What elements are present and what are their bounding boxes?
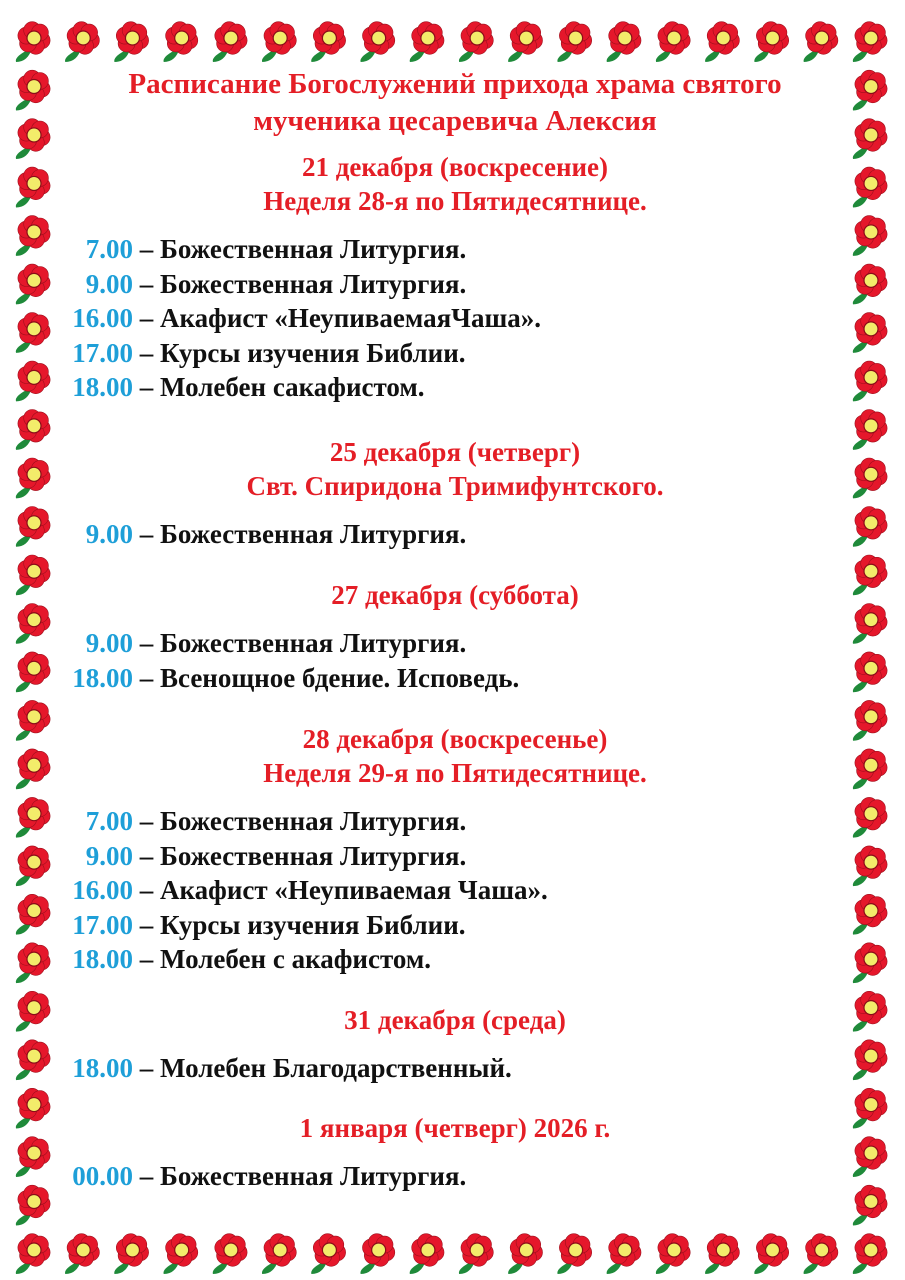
red-flower-icon xyxy=(508,22,542,62)
service-item xyxy=(60,517,850,552)
day-heading xyxy=(60,1111,850,1145)
red-flower-icon xyxy=(853,458,887,498)
red-flower-icon xyxy=(16,264,50,304)
service-item xyxy=(60,839,850,874)
red-flower-icon xyxy=(557,22,591,62)
red-flower-icon xyxy=(853,1234,887,1274)
red-flower-icon xyxy=(16,167,50,207)
schedule-day-section xyxy=(60,150,850,405)
red-flower-icon xyxy=(853,216,887,256)
red-flower-icon xyxy=(853,749,887,789)
red-flower-icon xyxy=(16,700,50,740)
day-heading xyxy=(60,150,850,218)
red-flower-icon xyxy=(16,991,50,1031)
red-flower-icon xyxy=(853,991,887,1031)
service-time: 17.00 xyxy=(72,909,133,940)
red-flower-icon xyxy=(16,70,50,110)
service-item xyxy=(60,1051,850,1086)
red-flower-icon xyxy=(16,1040,50,1080)
service-item xyxy=(60,267,850,302)
red-flower-icon xyxy=(114,1234,148,1274)
day-feast: Неделя 28-я по Пятидесятнице. xyxy=(263,186,647,216)
red-flower-icon xyxy=(853,943,887,983)
service-name: – Молебен Благодарственный. xyxy=(133,1052,512,1083)
service-item xyxy=(60,908,850,943)
red-flower-icon xyxy=(459,1234,493,1274)
red-flower-icon xyxy=(16,1137,50,1177)
red-flower-icon xyxy=(164,1234,198,1274)
red-flower-icon xyxy=(213,22,247,62)
day-heading xyxy=(60,1003,850,1037)
schedule-sections xyxy=(60,150,850,1194)
red-flower-icon xyxy=(262,1234,296,1274)
schedule-day-section xyxy=(60,435,850,552)
service-item xyxy=(60,661,850,696)
page-title-line-2: мученика цесаревича Алексия xyxy=(253,105,657,137)
service-name: – Всенощное бдение. Исповедь. xyxy=(133,662,520,693)
service-item xyxy=(60,336,850,371)
red-flower-icon xyxy=(16,749,50,789)
service-time: 16.00 xyxy=(72,875,133,905)
red-flower-icon xyxy=(164,22,198,62)
service-time: 9.00 xyxy=(85,840,133,871)
red-flower-icon xyxy=(853,70,887,110)
red-flower-icon xyxy=(853,119,887,159)
day-feast: Неделя 29-я по Пятидесятнице. xyxy=(263,758,647,788)
red-flower-icon xyxy=(16,410,50,450)
schedule-sheet xyxy=(60,66,850,1194)
red-flower-icon xyxy=(853,313,887,353)
red-flower-icon xyxy=(16,943,50,983)
red-flower-icon xyxy=(804,22,838,62)
red-flower-icon xyxy=(853,1137,887,1177)
service-item xyxy=(60,301,850,336)
red-flower-icon xyxy=(311,1234,345,1274)
red-flower-icon xyxy=(360,22,394,62)
service-list xyxy=(60,1051,850,1086)
service-time: 18.00 xyxy=(72,662,133,693)
page-title-line-1: Расписание Богослужений прихода храма святого xyxy=(128,68,782,100)
day-heading xyxy=(60,722,850,790)
red-flower-icon xyxy=(705,1234,739,1274)
red-flower-icon xyxy=(459,22,493,62)
service-name: – Божественная Литургия. xyxy=(133,1161,467,1191)
red-flower-icon xyxy=(16,604,50,644)
service-name: – Курсы изучения Библии. xyxy=(133,909,466,940)
service-item xyxy=(60,626,850,661)
service-item xyxy=(60,232,850,267)
red-flower-icon xyxy=(410,1234,444,1274)
red-flower-icon xyxy=(656,22,690,62)
day-heading xyxy=(60,435,850,503)
red-flower-icon xyxy=(16,1234,50,1274)
red-flower-icon xyxy=(16,797,50,837)
red-flower-icon xyxy=(557,1234,591,1274)
service-name: – Божественная Литургия. xyxy=(133,806,467,836)
red-flower-icon xyxy=(754,22,788,62)
red-flower-icon xyxy=(16,361,50,401)
page-title xyxy=(60,66,850,140)
red-flower-icon xyxy=(853,361,887,401)
red-flower-icon xyxy=(114,22,148,62)
day-feast: Свт. Спиридона Тримифунтского. xyxy=(246,470,664,501)
red-flower-icon xyxy=(16,119,50,159)
red-flower-icon xyxy=(16,1088,50,1128)
red-flower-icon xyxy=(508,1234,542,1274)
red-flower-icon xyxy=(853,894,887,934)
red-flower-icon xyxy=(16,1185,50,1225)
service-item xyxy=(60,370,850,405)
red-flower-icon xyxy=(853,410,887,450)
red-flower-icon xyxy=(607,22,641,62)
red-flower-icon xyxy=(262,22,296,62)
red-flower-icon xyxy=(410,22,444,62)
service-time: 9.00 xyxy=(85,518,133,549)
red-flower-icon xyxy=(853,846,887,886)
service-name: – Молебен с акафистом. xyxy=(133,944,431,974)
red-flower-icon xyxy=(853,507,887,547)
red-flower-icon xyxy=(16,507,50,547)
service-time: 7.00 xyxy=(85,234,133,264)
service-time: 18.00 xyxy=(72,944,133,974)
schedule-day-section xyxy=(60,722,850,977)
service-time: 18.00 xyxy=(72,372,133,402)
red-flower-icon xyxy=(360,1234,394,1274)
service-item xyxy=(60,804,850,839)
red-flower-icon xyxy=(754,1234,788,1274)
red-flower-icon xyxy=(705,22,739,62)
red-flower-icon xyxy=(804,1234,838,1274)
red-flower-icon xyxy=(16,458,50,498)
service-list xyxy=(60,1159,850,1194)
day-date: 21 декабря (воскресение) xyxy=(301,152,609,182)
red-flower-icon xyxy=(853,797,887,837)
red-flower-icon xyxy=(853,1185,887,1225)
service-time: 9.00 xyxy=(85,628,133,658)
service-name: – Акафист «НеупиваемаяЧаша». xyxy=(133,303,542,333)
day-date: 1 января (четверг) 2026 г. xyxy=(299,1113,611,1143)
red-flower-icon xyxy=(853,652,887,692)
schedule-day-section xyxy=(60,1003,850,1086)
red-flower-icon xyxy=(311,22,345,62)
red-flower-icon xyxy=(16,216,50,256)
red-flower-icon xyxy=(16,652,50,692)
red-flower-icon xyxy=(607,1234,641,1274)
service-time: 16.00 xyxy=(72,303,133,333)
red-flower-icon xyxy=(853,22,887,62)
service-name: – Божественная Литургия. xyxy=(133,628,467,658)
service-time: 17.00 xyxy=(72,337,133,368)
service-name: – Божественная Литургия. xyxy=(133,840,467,871)
day-date: 31 декабря (среда) xyxy=(344,1004,566,1035)
day-heading xyxy=(60,578,850,612)
red-flower-icon xyxy=(853,700,887,740)
service-name: – Божественная Литургия. xyxy=(133,518,467,549)
day-date: 25 декабря (четверг) xyxy=(329,436,581,467)
service-list xyxy=(60,626,850,695)
service-list xyxy=(60,232,850,405)
red-flower-icon xyxy=(16,894,50,934)
schedule-day-section xyxy=(60,578,850,695)
service-list xyxy=(60,804,850,977)
red-flower-icon xyxy=(213,1234,247,1274)
red-flower-icon xyxy=(16,22,50,62)
service-name: – Акафист «Неупиваемая Чаша». xyxy=(133,875,548,905)
service-time: 18.00 xyxy=(72,1052,133,1083)
service-time: 7.00 xyxy=(85,806,133,836)
service-time: 9.00 xyxy=(85,268,133,299)
red-flower-icon xyxy=(853,1088,887,1128)
day-date: 28 декабря (воскресенье) xyxy=(302,724,608,754)
red-flower-icon xyxy=(16,846,50,886)
service-item xyxy=(60,1159,850,1194)
red-flower-icon xyxy=(853,167,887,207)
red-flower-icon xyxy=(656,1234,690,1274)
red-flower-icon xyxy=(65,22,99,62)
service-item xyxy=(60,873,850,908)
red-flower-icon xyxy=(853,264,887,304)
red-flower-icon xyxy=(853,555,887,595)
schedule-day-section xyxy=(60,1111,850,1194)
service-list xyxy=(60,517,850,552)
service-name: – Божественная Литургия. xyxy=(133,234,467,264)
red-flower-icon xyxy=(16,555,50,595)
service-name: – Молебен сакафистом. xyxy=(133,372,425,402)
red-flower-icon xyxy=(16,313,50,353)
red-flower-icon xyxy=(853,604,887,644)
service-name: – Курсы изучения Библии. xyxy=(133,337,466,368)
day-date: 27 декабря (суббота) xyxy=(331,580,579,610)
red-flower-icon xyxy=(853,1040,887,1080)
service-name: – Божественная Литургия. xyxy=(133,268,467,299)
service-item xyxy=(60,942,850,977)
service-time: 00.00 xyxy=(72,1161,133,1191)
red-flower-icon xyxy=(65,1234,99,1274)
